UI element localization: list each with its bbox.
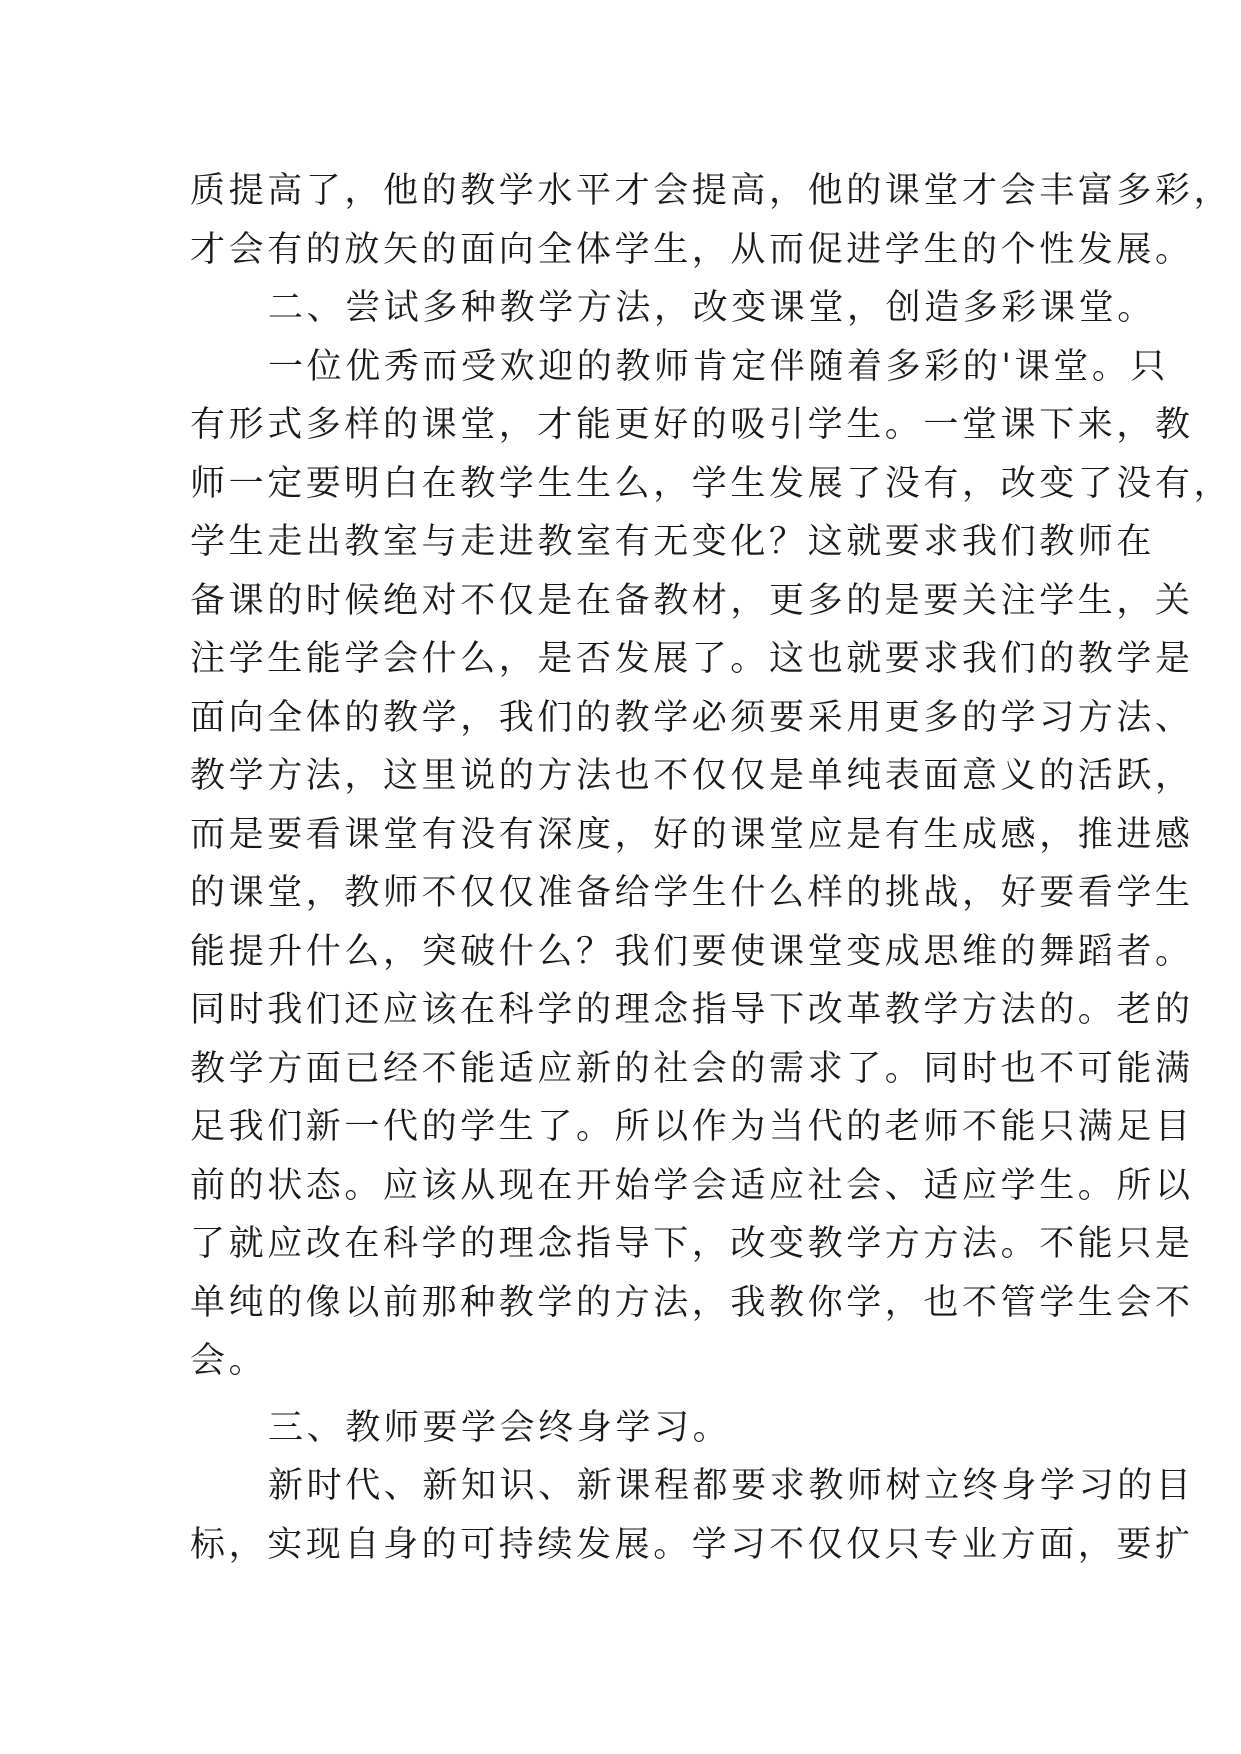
document-body <box>190 162 1233 1574</box>
text-line: 能提升什么，突破什么？我们要使课堂变成思维的舞蹈者。 <box>190 931 1194 972</box>
text-line: 的课堂，教师不仅仅准备给学生什么样的挑战，好要看学生 <box>190 873 1194 913</box>
text-line: 注学生能学会什么，是否发展了。这也就要求我们的教学是 <box>190 639 1194 679</box>
paragraph-gap <box>190 1391 1070 1399</box>
text-line: 教学方法，这里说的方法也不仅仅是单纯表面意义的活跃， <box>190 756 1194 796</box>
text-line: 面向全体的教学，我们的教学必须要采用更多的学习方法、 <box>190 697 1194 738</box>
text-line: 标，实现自身的可持续发展。学习不仅仅只专业方面，要扩 <box>190 1524 1194 1565</box>
text-line: 会。 <box>190 1341 268 1381</box>
text-line: 足我们新一代的学生了。所以作为当代的老师不能只满足目 <box>190 1107 1194 1147</box>
text-line: 单纯的像以前那种教学的方法，我教你学，也不管学生会不 <box>190 1282 1194 1323</box>
section-heading: 三、教师要学会终身学习。 <box>268 1407 732 1448</box>
text-line: 而是要看课堂有没有深度，好的课堂应是有生成感，推进感 <box>190 814 1194 855</box>
text-line: 同时我们还应该在科学的理念指导下改革教学方法的。老的 <box>190 990 1194 1030</box>
text-line: 质提高了，他的教学水平才会提高，他的课堂才会丰富多彩， <box>190 171 1233 211</box>
text-line: 教学方面已经不能适应新的社会的需求了。同时也不可能满 <box>190 1048 1194 1089</box>
text-line: 一位优秀而受欢迎的教师肯定伴随着多彩的'课堂。只 <box>268 346 1170 387</box>
text-line: 学生走出教室与走进教室有无变化？这就要求我们教师在 <box>190 522 1156 562</box>
text-line: 才会有的放矢的面向全体学生，从而促进学生的个性发展。 <box>190 229 1194 270</box>
section-heading: 二、尝试多种教学方法，改变课堂，创造多彩课堂。 <box>268 288 1156 328</box>
text-line: 备课的时候绝对不仅是在备教材，更多的是要关注学生，关 <box>190 580 1194 621</box>
text-line: 有形式多样的课堂，才能更好的吸引学生。一堂课下来，教 <box>190 405 1194 445</box>
text-line: 新时代、新知识、新课程都要求教师树立终身学习的目 <box>268 1466 1195 1506</box>
text-line: 前的状态。应该从现在开始学会适应社会、适应学生。所以 <box>190 1165 1194 1206</box>
text-line: 师一定要明白在教学生生么，学生发展了没有，改变了没有， <box>190 463 1233 504</box>
text-line: 了就应改在科学的理念指导下，改变教学方方法。不能只是 <box>190 1224 1194 1264</box>
